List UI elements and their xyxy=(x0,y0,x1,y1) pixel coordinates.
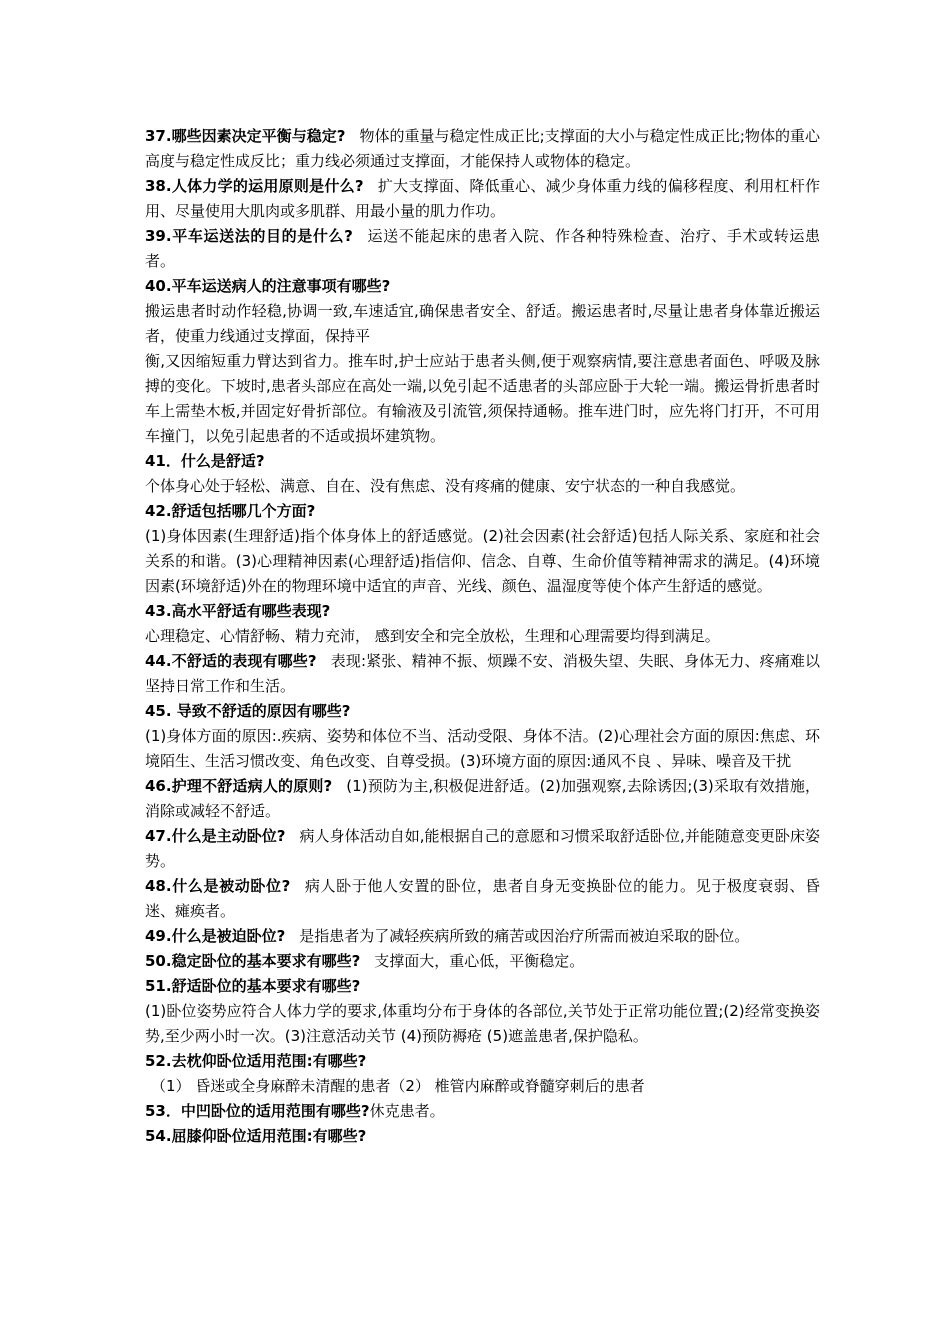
paragraph xyxy=(145,499,820,524)
question-text: 37.哪些因素决定平衡与稳定? xyxy=(145,127,346,145)
answer-text: 表现:紧张、精神不振、烦躁不安、消极失望、失眠、身体无力、疼痛难以坚持日常工作和生活。 xyxy=(145,652,820,695)
paragraph xyxy=(145,1124,820,1149)
answer-text: (1)身体方面的原因:.疾病、姿势和体位不当、活动受限、身体不洁。(2)心理社会方面的原因:焦虑、环境陌生、生活习惯改变、角色改变、自尊受损。(3)环境方面的原因:通风不良 、异味、噪音及干扰 xyxy=(145,727,820,770)
answer-text: 运送不能起床的患者入院、作各种特殊检查、治疗、手术或转运患者。 xyxy=(145,227,820,270)
paragraph xyxy=(145,874,820,924)
document-page xyxy=(145,124,820,1149)
question-text: 38.人体力学的运用原则是什么? xyxy=(145,177,364,195)
answer-text: （1） 昏迷或全身麻醉未清醒的患者（2） 椎管内麻醉或脊髓穿刺后的患者 xyxy=(151,1077,645,1095)
paragraph xyxy=(145,349,820,449)
paragraph xyxy=(145,699,820,724)
question-text: 52.去枕仰卧位适用范围:有哪些? xyxy=(145,1052,367,1070)
paragraph xyxy=(145,624,820,649)
paragraph xyxy=(145,824,820,874)
question-text: 46.护理不舒适病人的原则? xyxy=(145,777,333,795)
answer-text: (1)预防为主,积极促进舒适。(2)加强观察,去除诱因;(3)采取有效措施，消除或减轻不舒适。 xyxy=(145,777,820,820)
question-text: 50.稳定卧位的基本要求有哪些? xyxy=(145,952,361,970)
question-text: 53．中凹卧位的适用范围有哪些? xyxy=(145,1102,370,1120)
answer-text: 病人身体活动自如,能根据自己的意愿和习惯采取舒适卧位,并能随意变更卧床姿势。 xyxy=(145,827,820,870)
paragraph xyxy=(145,274,820,299)
question-text: 45. 导致不舒适的原因有哪些? xyxy=(145,702,351,720)
answer-text: 支撑面大，重心低，平衡稳定。 xyxy=(374,952,585,970)
answer-text: 搬运患者时动作轻稳,协调一致,车速适宜,确保患者安全、舒适。搬运患者时,尽量让患者身体靠近搬运者，使重力线通过支撑面，保持平 xyxy=(145,302,820,345)
question-text: 47.什么是主动卧位? xyxy=(145,827,286,845)
question-text: 54.屈膝仰卧位适用范围:有哪些? xyxy=(145,1127,367,1145)
question-text: 44.不舒适的表现有哪些? xyxy=(145,652,317,670)
answer-text: 物体的重量与稳定性成正比;支撑面的大小与稳定性成正比;物体的重心高度与稳定性成反比；重力线必须通过支撑面，才能保持人或物体的稳定。 xyxy=(145,127,820,170)
paragraph xyxy=(145,1049,820,1074)
question-text: 51.舒适卧位的基本要求有哪些? xyxy=(145,977,361,995)
paragraph xyxy=(145,649,820,699)
paragraph xyxy=(145,974,820,999)
paragraph xyxy=(145,724,820,774)
paragraph xyxy=(145,999,820,1049)
answer-text: 休克患者。 xyxy=(369,1102,445,1120)
answer-text: 心理稳定、心情舒畅、精力充沛， 感到安全和完全放松，生理和心理需要均得到满足。 xyxy=(145,627,720,645)
question-text: 39.平车运送法的目的是什么? xyxy=(145,227,353,245)
paragraph xyxy=(145,174,820,224)
question-text: 41．什么是舒适? xyxy=(145,452,265,470)
paragraph xyxy=(145,124,820,174)
question-text: 42.舒适包括哪几个方面? xyxy=(145,502,316,520)
question-text: 43.高水平舒适有哪些表现? xyxy=(145,602,331,620)
answer-text: 衡,又因缩短重力臂达到省力。推车时,护士应站于患者头侧,便于观察病情,要注意患者面色、呼吸及脉搏的变化。下坡时,患者头部应在高处一端,以免引起不适患者的头部应卧于大轮一端。搬运骨折患者时车上需垫木板,并固定好骨折部位。有输液及引流管,须保持通畅。推车进门时，应先将门打开，不可用车撞门，以免引起患者的不适或损坏建筑物。 xyxy=(145,352,820,445)
question-text: 48.什么是被动卧位? xyxy=(145,877,291,895)
paragraph xyxy=(145,924,820,949)
paragraph xyxy=(145,1099,820,1124)
paragraph xyxy=(145,774,820,824)
answer-text: (1)身体因素(生理舒适)指个体身体上的舒适感觉。(2)社会因素(社会舒适)包括人际关系、家庭和社会关系的和谐。(3)心理精神因素(心理舒适)指信仰、信念、自尊、生命价值等精神需求的满足。(4)环境因素(环境舒适)外在的物理环境中适宜的声音、光线、颜色、温湿度等使个体产生舒适的感觉。 xyxy=(145,527,820,595)
paragraph xyxy=(145,524,820,599)
paragraph xyxy=(145,474,820,499)
answer-text: 是指患者为了减轻疾病所致的痛苦或因治疗所需而被迫采取的卧位。 xyxy=(299,927,750,945)
paragraph xyxy=(145,1074,820,1099)
answer-text: 病人卧于他人安置的卧位，患者自身无变换卧位的能力。见于极度衰弱、昏迷、瘫痪者。 xyxy=(145,877,820,920)
paragraph xyxy=(145,449,820,474)
paragraph xyxy=(145,299,820,349)
paragraph xyxy=(145,599,820,624)
question-text: 40.平车运送病人的注意事项有哪些? xyxy=(145,277,391,295)
paragraph xyxy=(145,224,820,274)
paragraph xyxy=(145,949,820,974)
answer-text: 个体身心处于轻松、满意、自在、没有焦虑、没有疼痛的健康、安宁状态的一种自我感觉。 xyxy=(145,477,746,495)
question-text: 49.什么是被迫卧位? xyxy=(145,927,286,945)
answer-text: 扩大支撑面、降低重心、减少身体重力线的偏移程度、利用杠杆作用、尽量使用大肌肉或多肌群、用最小量的肌力作功。 xyxy=(145,177,820,220)
answer-text: (1)卧位姿势应符合人体力学的要求,体重均分布于身体的各部位,关节处于正常功能位置;(2)经常变换姿势,至少两小时一次。(3)注意活动关节 (4)预防褥疮 (5)遮盖患者,保护隐私。 xyxy=(145,1002,820,1045)
